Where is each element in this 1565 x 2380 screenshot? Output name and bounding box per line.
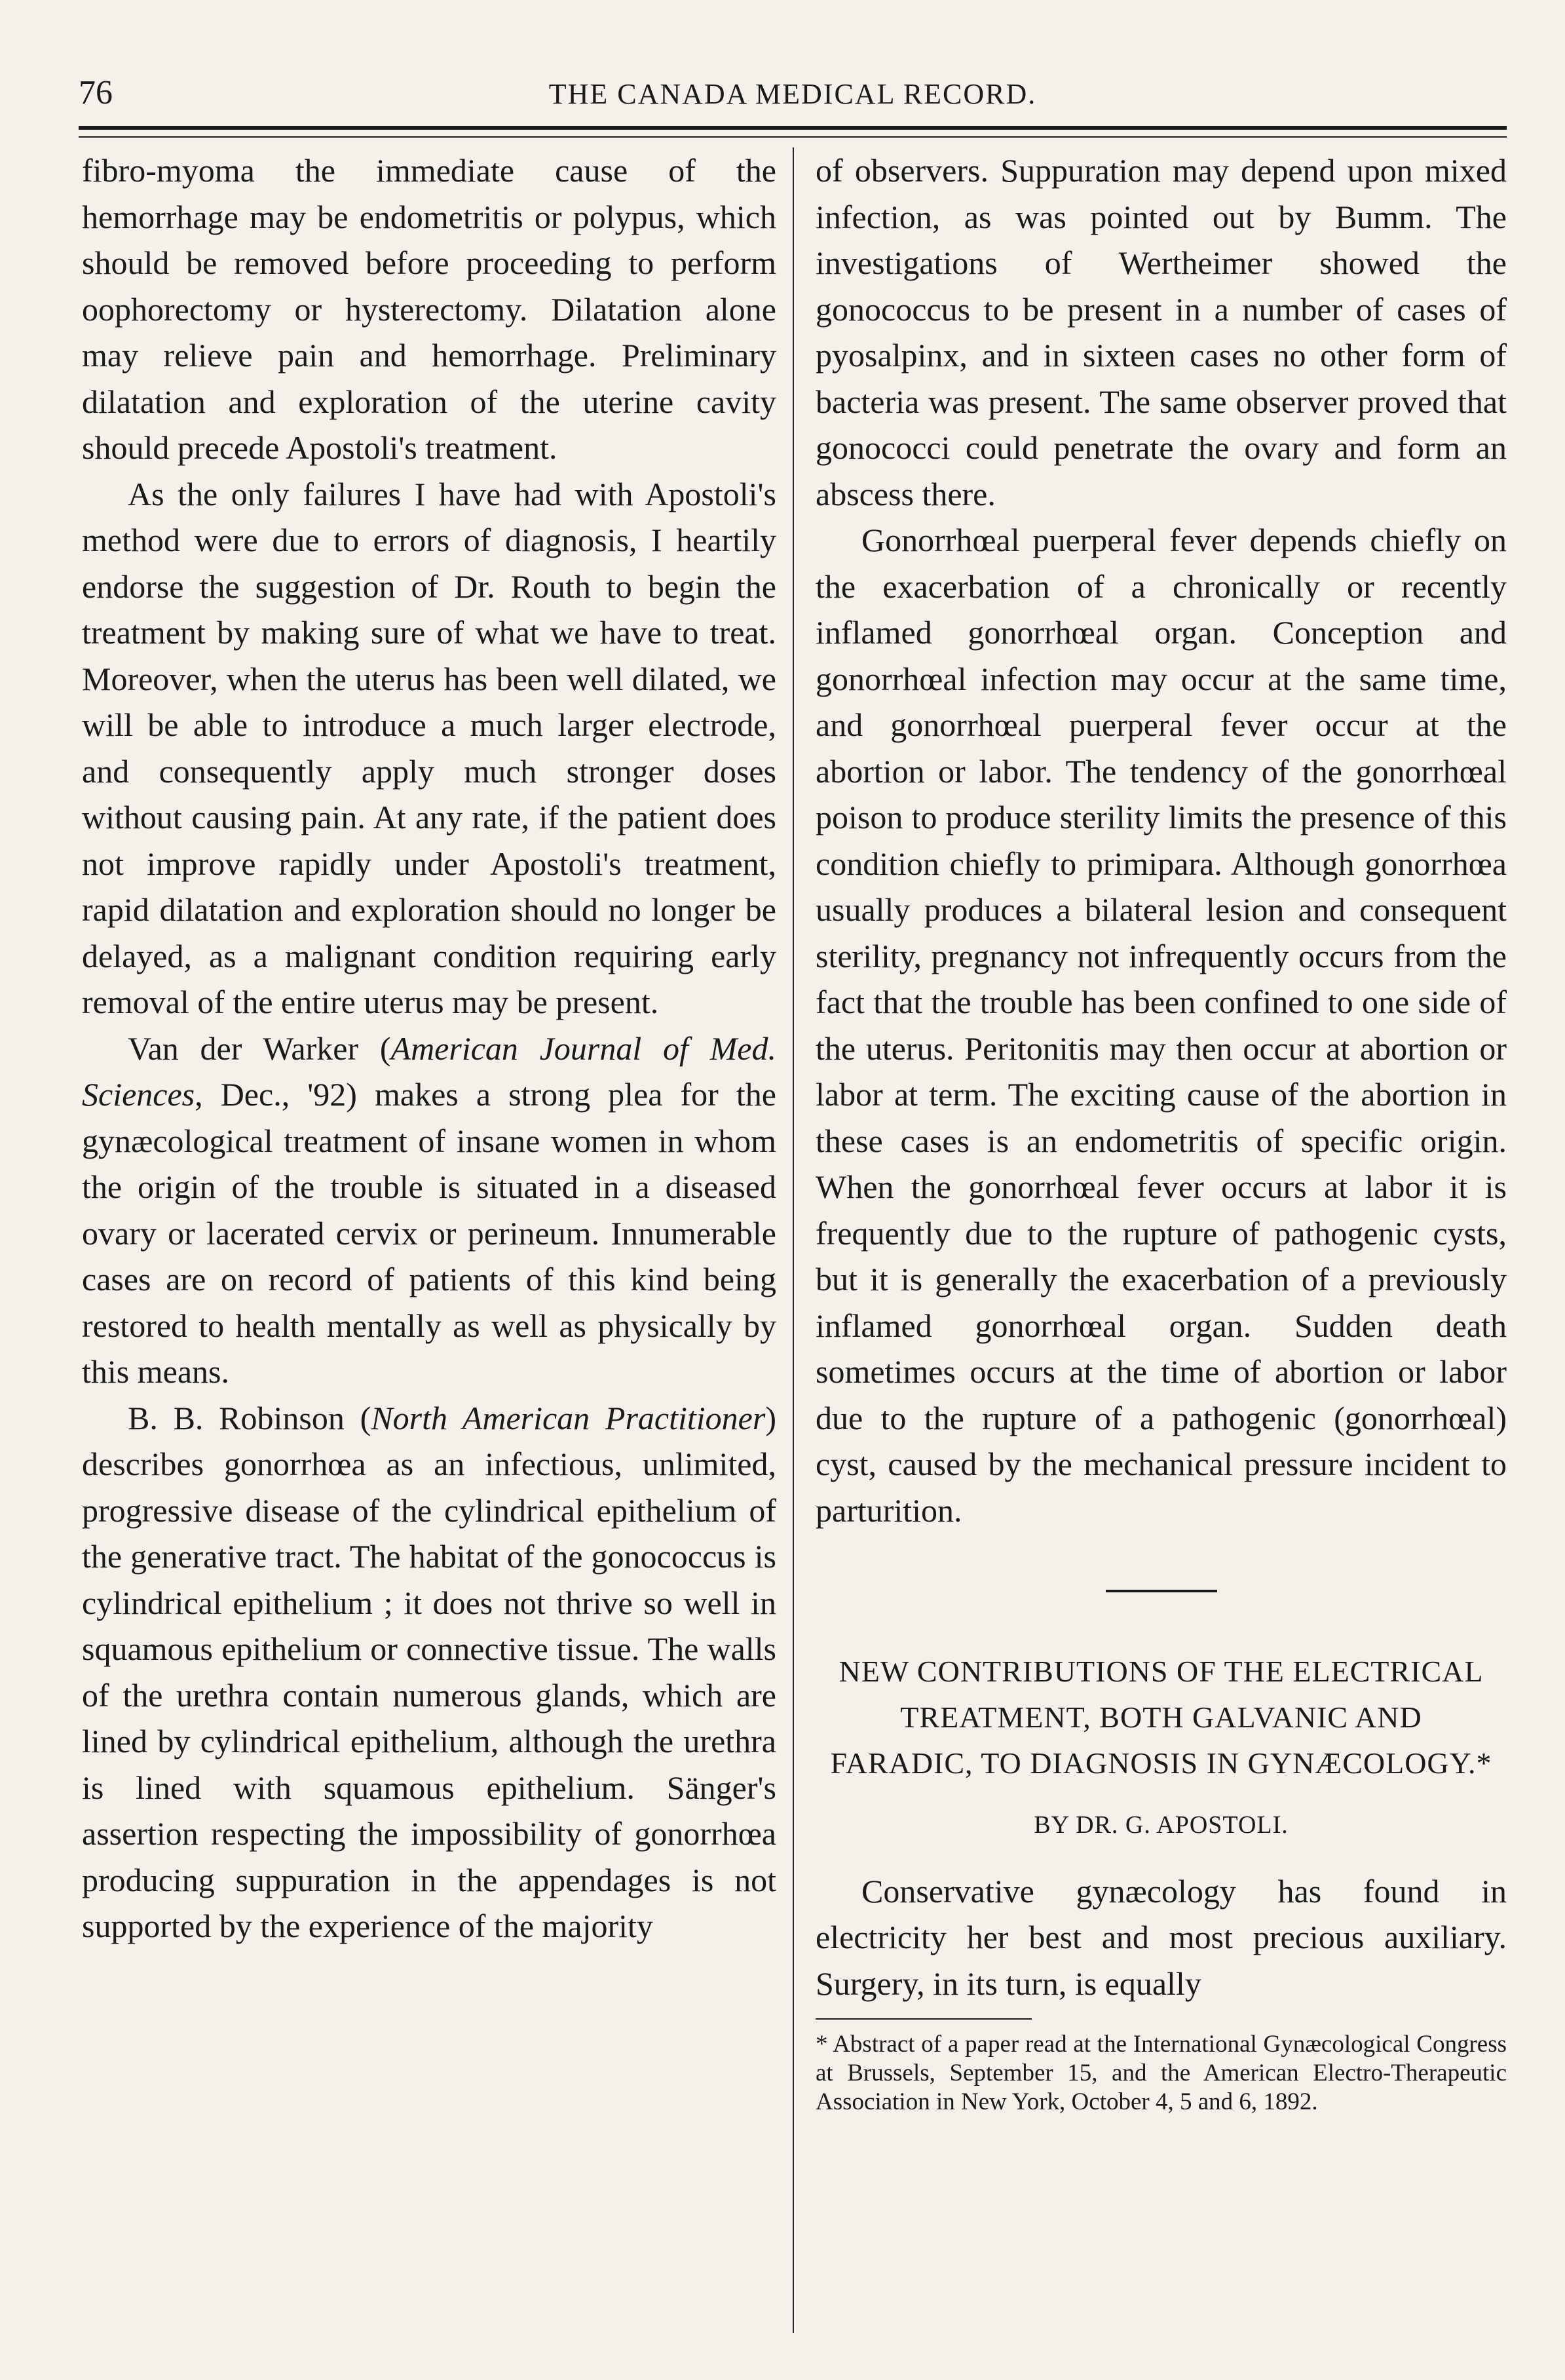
text-span: , Dec., '92) makes a strong plea for the gynæcological treatment of insane women in whom the origin of the trouble is situated in a diseased ovary or lacerated cervix or perineum. Innumerable cases are on record of patients of this kind being restored to health mentally as well as physically by this means. xyxy=(82,1076,776,1390)
right-paragraph-2: Gonorrhœal puerperal fever depends chiefly on the exacerbation of a chronically or recently inflamed gonorrhœal organ. Conception and gonorrhœal infection may occur at the same time, and gonorrhœal puerperal fever occur at the abortion or labor. The tendency of the gonorrhœal poison to produce sterility limits the presence of this condition chiefly to primipara. Although gonorrhœa usually produces a bilateral lesion and consequent sterility, pregnancy not infrequently occurs from the fact that the trouble has been confined to one side of the uterus. Peritonitis may then occur at abortion or labor at term. The exciting cause of the abortion in these cases is an endometritis of specific origin. When the gonorrhœal fever occurs at labor it is frequently due to the rupture of pathogenic cysts, but it is generally the exacerbation of a previously inflamed gonorrhœal organ. Sudden death sometimes occurs at the time of abortion or labor due to the rupture of a pathogenic (gonorrhœal) cyst, caused by the mechanical pressure incident to parturition. xyxy=(816,522,1507,1529)
footnote-rule xyxy=(816,2018,1032,2020)
text-span: ) describes gonorrhœa as an infectious, unlimited, progressive disease of the cylindrical epithelium of the generative tract. The habitat of the gonococcus is cylindrical epithelium ; it does not thrive so well in squamous epithelium or connective tissue. The walls of the urethra contain numerous glands, which are lined by cylindrical epithelium, although the urethra is lined with squamous epithelium. Sänger's assertion respecting the impossibility of gonorrhœa producing suppuration in the appendages is not supported by the experience of the majority xyxy=(82,1399,776,1944)
left-paragraph-4 xyxy=(82,1395,776,1949)
left-paragraph-3 xyxy=(82,1026,776,1395)
header-rule xyxy=(79,126,1507,138)
right-paragraph-3: Conservative gynæcology has found in electricity her best and most precious auxiliary. Surgery, in its turn, is equally xyxy=(816,1872,1507,2002)
article-title: NEW CONTRIBUTIONS OF THE ELECTRICAL TREATMENT, BOTH GALVANIC AND FARADIC, TO DIAGNOSIS IN GYNÆCOLOGY.* xyxy=(830,1655,1492,1780)
journal-citation: North American Practitioner xyxy=(371,1399,766,1436)
left-paragraph-2: As the only failures I have had with Apostoli's method were due to errors of diagnosis, I heartily endorse the suggestion of Dr. Routh to begin the treatment by making sure of what we have to treat. Moreover, when the uterus has been well dilated, we will be able to introduce a much larger electrode, and consequently apply much stronger doses without causing pain. At any rate, if the patient does not improve rapidly under Apostoli's treatment, rapid dilatation and exploration should no longer be delayed, as a malignant condition requiring early removal of the entire uterus may be present. xyxy=(82,475,776,1020)
running-title: THE CANADA MEDICAL RECORD. xyxy=(548,78,1037,110)
right-column xyxy=(816,147,1507,2117)
footnote: * Abstract of a paper read at the International Gynæcological Congress at Brussels, September 15, and the American Electro-Therapeutic Association in New York, October 4, 5 and 6, 1892. xyxy=(816,2031,1507,2115)
text-span: Van der Warker ( xyxy=(128,1029,391,1067)
left-column xyxy=(82,147,776,1949)
journal-citation: American Journal of Med. Sciences xyxy=(82,1029,776,1113)
text-span: B. B. Robinson ( xyxy=(128,1399,371,1436)
left-paragraph-1: fibro-myoma the immediate cause of the hemorrhage may be endometritis or polypus, which should be removed before proceeding to perform oophorectomy or hysterectomy. Dilatation alone may relieve pain and hemorrhage. Preliminary dilatation and exploration of the uterine cavity should precede Apostoli's treatment. xyxy=(82,152,776,466)
right-paragraph-1: of observers. Suppuration may depend upon mixed infection, as was pointed out by Bumm. The investigations of Wertheimer showed the gonococcus to be present in a number of cases of pyosalpinx, and in sixteen cases no other form of bacteria was present. The same observer proved that gonococci could penetrate the ovary and form an abscess there. xyxy=(816,152,1507,512)
page-header xyxy=(79,73,1507,113)
column-rule xyxy=(793,147,794,2333)
section-divider xyxy=(1106,1590,1217,1592)
article-byline: BY DR. G. APOSTOLI. xyxy=(1034,1811,1289,1839)
page-number: 76 xyxy=(79,74,113,111)
